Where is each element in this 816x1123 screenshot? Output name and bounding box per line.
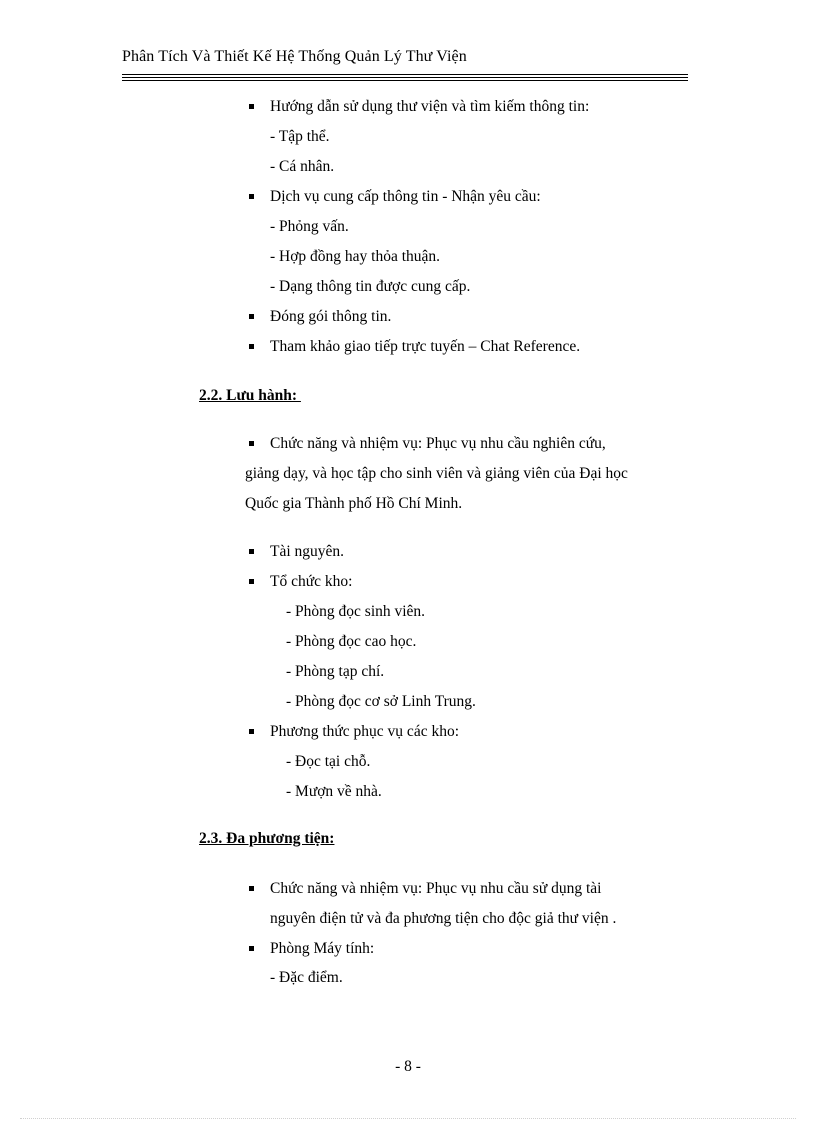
list-item: - Tập thể. xyxy=(270,128,330,145)
header-title: Phân Tích Và Thiết Kế Hệ Thống Quản Lý Thư Viện xyxy=(122,48,467,65)
list-item: Hướng dẫn sử dụng thư viện và tìm kiếm thông tin: xyxy=(270,98,590,115)
list-item: Tổ chức kho: xyxy=(270,573,353,590)
list-item: - Hợp đồng hay thỏa thuận. xyxy=(270,248,441,265)
bullet-icon xyxy=(249,344,254,349)
bullet-icon xyxy=(249,886,254,891)
page-number: - 8 - xyxy=(395,1058,421,1075)
list-item: - Phòng đọc cơ sở Linh Trung. xyxy=(286,693,476,710)
bullet-icon xyxy=(249,314,254,319)
paragraph-line: nguyên điện tử và đa phương tiện cho độc giả thư viện . xyxy=(270,910,617,927)
bullet-icon xyxy=(249,579,254,584)
paragraph-line: Quốc gia Thành phố Hồ Chí Minh. xyxy=(245,495,463,512)
list-item: - Đọc tại chỗ. xyxy=(286,753,371,770)
bullet-icon xyxy=(249,104,254,109)
bullet-icon xyxy=(249,441,254,446)
list-item: Đóng gói thông tin. xyxy=(270,308,392,325)
bullet-icon xyxy=(249,946,254,951)
list-item: - Phòng đọc cao học. xyxy=(286,633,417,650)
bullet-icon xyxy=(249,729,254,734)
paragraph-line: giảng dạy, và học tập cho sinh viên và giảng viên của Đại học xyxy=(245,465,628,482)
list-item: Phòng Máy tính: xyxy=(270,940,375,957)
header-rule xyxy=(122,77,688,78)
list-item: - Phòng đọc sinh viên. xyxy=(286,603,426,620)
bullet-icon xyxy=(249,194,254,199)
list-item: Tài nguyên. xyxy=(270,543,345,560)
list-item: Phương thức phục vụ các kho: xyxy=(270,723,460,740)
paragraph-line: Chức năng và nhiệm vụ: Phục vụ nhu cầu nghiên cứu, xyxy=(270,435,606,452)
list-item: - Cá nhân. xyxy=(270,158,335,175)
list-item: - Đặc điểm. xyxy=(270,969,343,986)
list-item: Tham khảo giao tiếp trực tuyến – Chat Reference. xyxy=(270,338,581,355)
list-item: - Phòng tạp chí. xyxy=(286,663,385,680)
list-item: - Phỏng vấn. xyxy=(270,218,349,235)
paragraph-line: Chức năng và nhiệm vụ: Phục vụ nhu cầu sử dụng tài xyxy=(270,880,602,897)
header-rule xyxy=(122,80,688,81)
bullet-icon xyxy=(249,549,254,554)
page-edge xyxy=(20,1118,796,1119)
header-rule xyxy=(122,74,688,75)
list-item: - Mượn về nhà. xyxy=(286,783,382,800)
list-item: Dịch vụ cung cấp thông tin - Nhận yêu cầu: xyxy=(270,188,541,205)
section-heading: 2.2. Lưu hành: xyxy=(199,387,301,404)
section-heading: 2.3. Đa phương tiện: xyxy=(199,830,335,847)
list-item: - Dạng thông tin được cung cấp. xyxy=(270,278,471,295)
